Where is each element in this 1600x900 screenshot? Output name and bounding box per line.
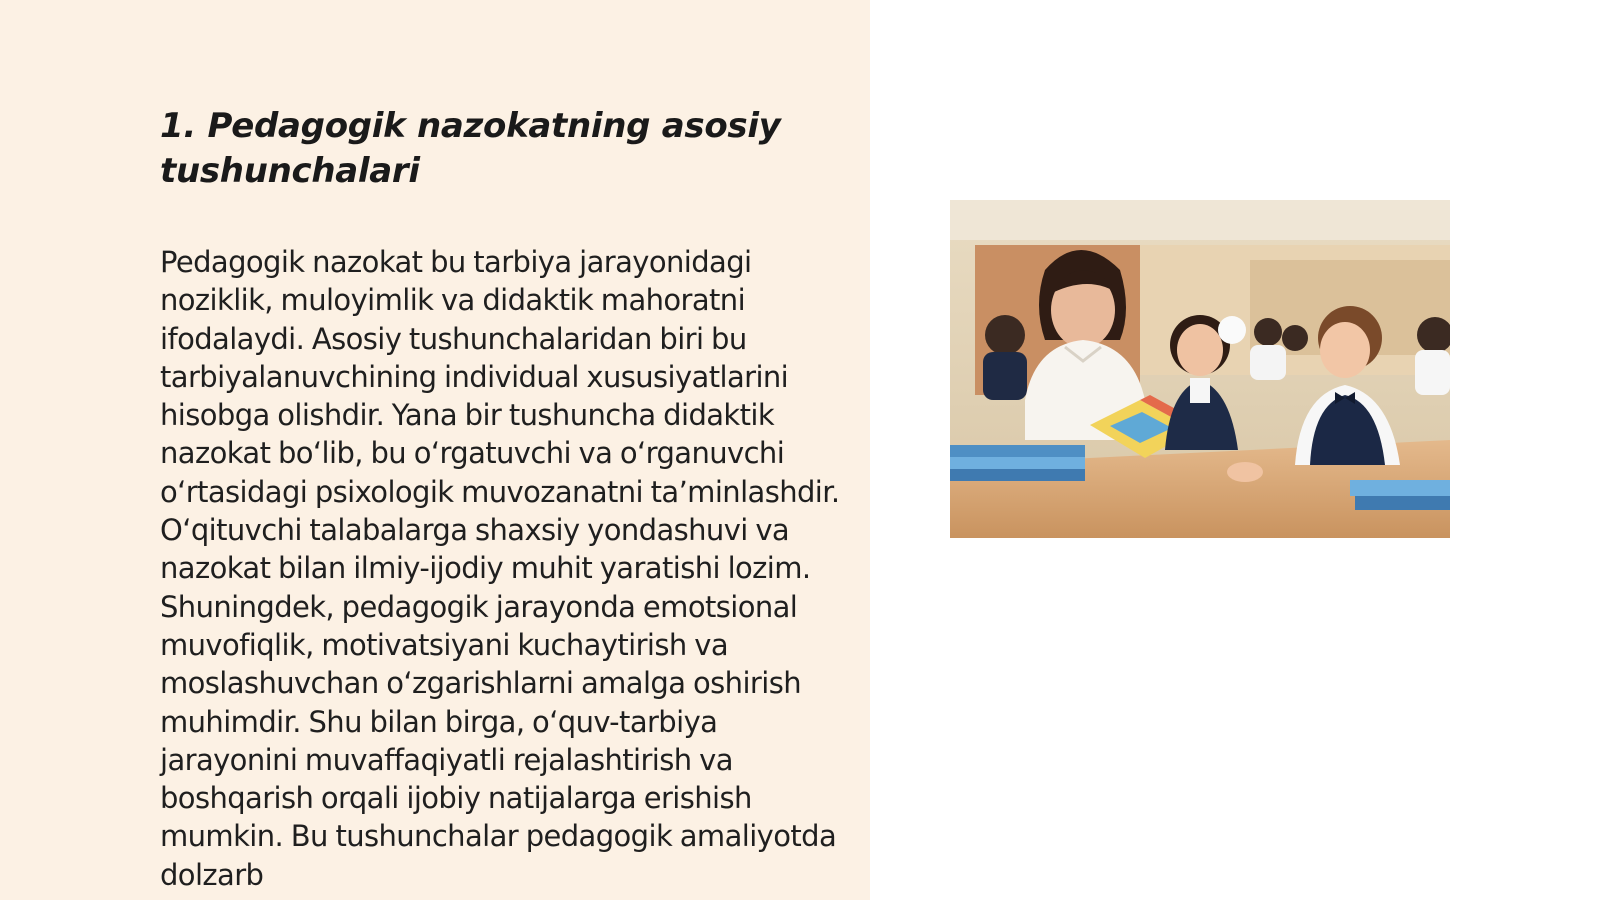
- classroom-photo: [950, 200, 1450, 538]
- slide-body-text: Pedagogik nazokat bu tarbiya jarayonidagi noziklik, muloyimlik va didaktik mahoratni ifodalaydi. Asosiy tushunchalaridan biri bu tarbiyalanuvchining individual xususiyatlarini hisobga olishdir. Yana bir tushuncha didaktik nazokat boʻlib, bu oʻrgatuvchi va oʻrganuvchi oʻrtasidagi psixologik muvozanatni taʼminlashdir. Oʻqituvchi talabalarga shaxsiy yondashuvi va nazokat bilan ilmiy-ijodiy muhit yaratishi lozim. Shuningdek, pedagogik jarayonda emotsional muvofiqlik, motivatsiyani kuchaytirish va moslashuvchan oʻzgarishlarni amalga oshirish muhimdir. Shu bilan birga, oʻquv-tarbiya jarayonini muvaffaqiyatli rejalashtirish va boshqarish orqali ijobiy natijalarga erishish mumkin. Bu tushunchalar pedagogik amaliyotda dolzarb: [160, 245, 840, 892]
- slide-title: 1. Pedagogik nazokatning asosiy tushunchalari: [160, 106, 781, 191]
- classroom-photo-illustration: [950, 200, 1450, 538]
